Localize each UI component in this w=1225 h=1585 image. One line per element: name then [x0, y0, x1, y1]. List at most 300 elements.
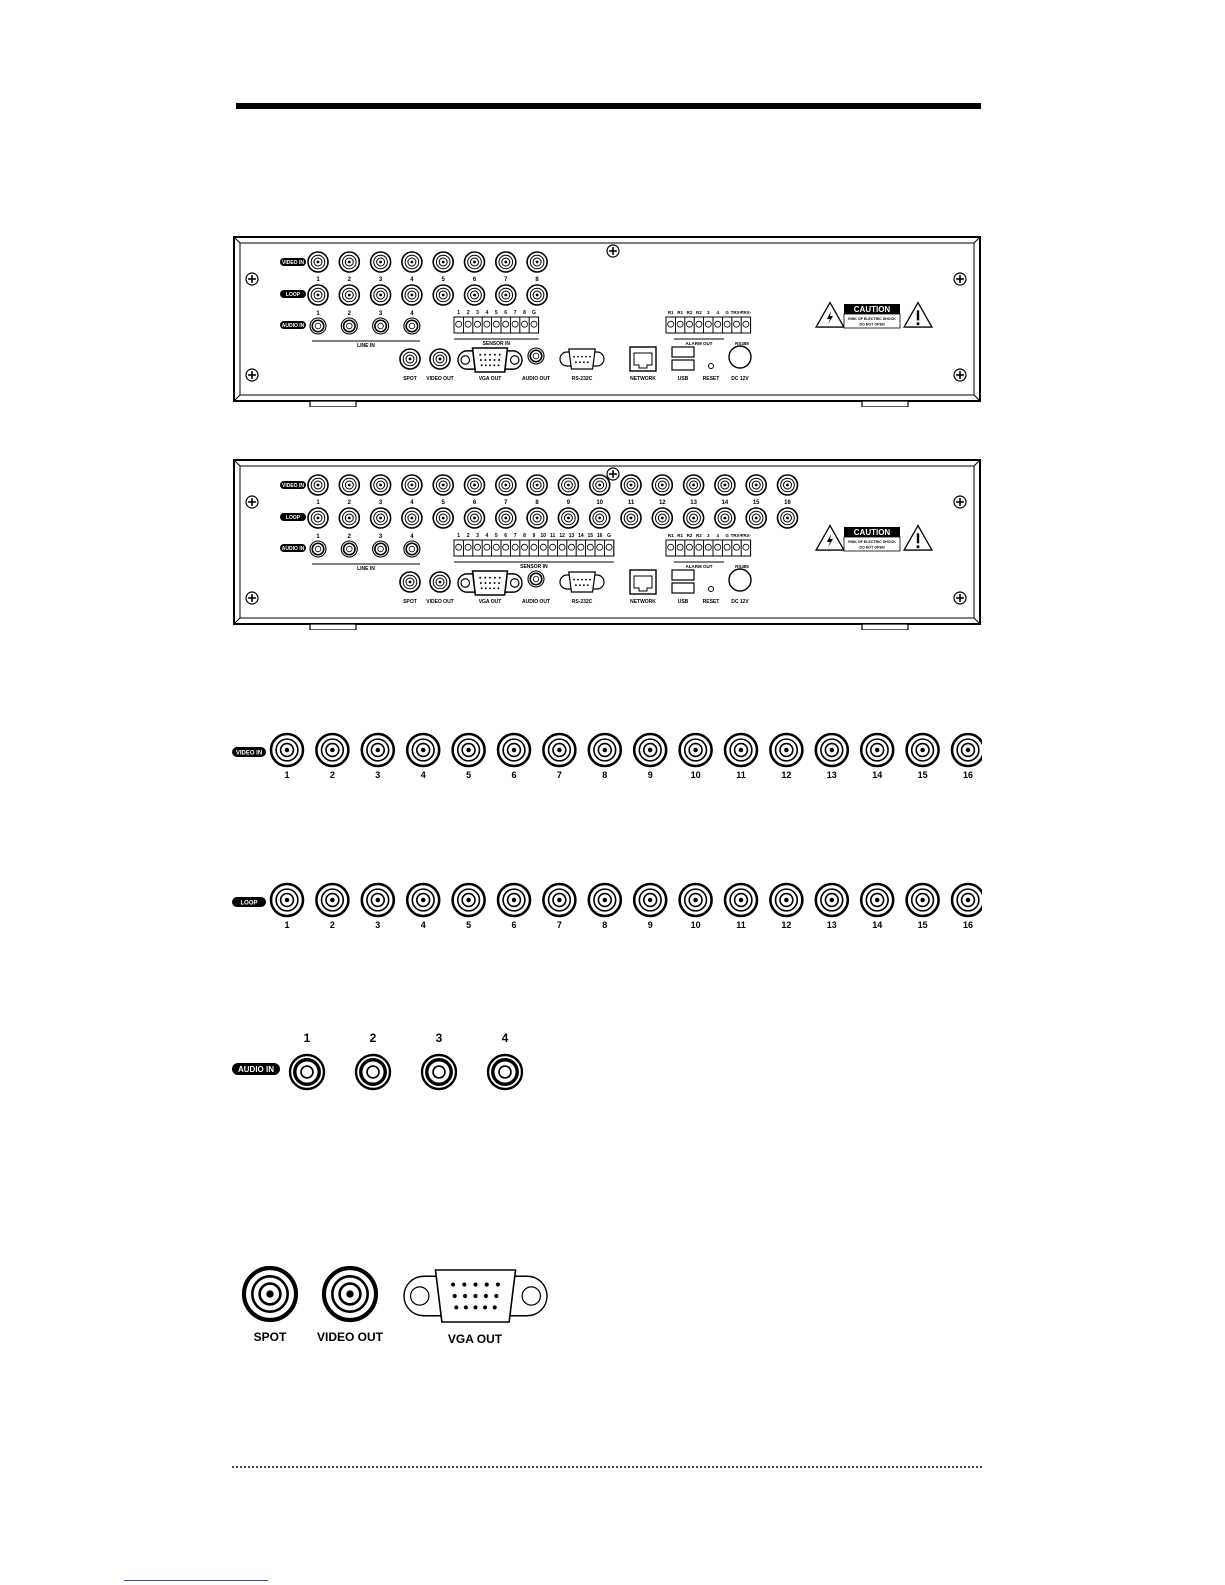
vga-pin — [493, 587, 495, 589]
sensor-number: 1 — [457, 533, 461, 539]
bnc-connector — [861, 884, 893, 916]
alarm-terminal-label: G — [725, 533, 729, 538]
bnc-pin — [966, 748, 970, 752]
audio-channel-number: 1 — [316, 311, 320, 317]
bnc-connector — [589, 734, 621, 766]
bnc-pin — [411, 261, 414, 264]
video-in-label — [280, 258, 306, 266]
channel-number: 7 — [504, 277, 508, 283]
alarm-terminal-label: G — [725, 310, 729, 315]
bnc-pin — [442, 484, 445, 487]
terminal-screw — [587, 544, 593, 550]
bnc-pin — [442, 294, 445, 297]
terminal-screw — [743, 321, 749, 327]
bnc-pin — [439, 358, 442, 361]
audio-out-connector — [528, 348, 544, 364]
vga-pin — [451, 1282, 455, 1286]
video-in-connector — [339, 252, 359, 272]
audio-in-connector — [404, 541, 420, 557]
rs485-label: RS485 — [735, 341, 749, 346]
vga-pin — [494, 577, 496, 579]
connector-number: 10 — [690, 770, 701, 780]
loop-connector — [590, 508, 610, 528]
bnc-pin — [348, 484, 351, 487]
vga-pin — [464, 1305, 468, 1309]
exclamation-dot — [917, 545, 920, 548]
bnc-pin — [411, 484, 414, 487]
bnc-pin — [875, 898, 879, 902]
channel-number: 10 — [596, 500, 604, 506]
vga-pin — [480, 359, 482, 361]
vga-pin — [489, 577, 491, 579]
vga-pin — [489, 354, 491, 356]
db9-pin — [577, 579, 579, 581]
alarm-out-label: ALARM OUT — [685, 341, 713, 346]
bnc-pin — [693, 898, 697, 902]
vga-out-label: VGA OUT — [478, 599, 502, 605]
video-in-connector — [746, 475, 766, 495]
usb-label: USB — [677, 376, 689, 382]
vga-pin — [499, 354, 501, 356]
bnc-pin — [567, 517, 570, 520]
video-in_detail-label — [232, 747, 266, 757]
bnc-pin — [648, 898, 652, 902]
rca-hole — [347, 546, 353, 552]
bnc-pin — [661, 517, 664, 520]
db9-pin — [573, 356, 575, 358]
rca-hole — [533, 353, 539, 359]
vga-pin — [493, 364, 495, 366]
bnc-pin — [348, 517, 351, 520]
connector-number: 2 — [329, 770, 335, 780]
terminal-screw — [512, 544, 518, 550]
screw — [954, 496, 966, 508]
screw — [246, 273, 258, 285]
audio-in-detail — [230, 1028, 540, 1098]
bnc-pin — [421, 898, 425, 902]
loop-connector — [402, 285, 422, 305]
dc-power-jack — [729, 569, 751, 591]
loop-label — [280, 290, 306, 298]
rca-hole — [409, 546, 415, 552]
header-rule — [236, 103, 981, 109]
alarm-terminal-label: TRX+ — [730, 533, 743, 538]
reset-button — [709, 587, 714, 592]
bnc-pin — [830, 748, 834, 752]
audio-in-connector — [373, 318, 389, 334]
bnc-connector — [543, 884, 575, 916]
bnc-pin — [784, 898, 788, 902]
bnc-connector — [634, 884, 666, 916]
video-in-detail — [230, 730, 982, 785]
audio-number: 1 — [303, 1031, 311, 1045]
terminal-screw — [724, 321, 730, 327]
sensor-number: 12 — [559, 533, 565, 539]
rs232-port — [560, 572, 604, 592]
bnc-pin — [285, 898, 289, 902]
connector-number: 13 — [826, 770, 837, 780]
connector-number: 6 — [511, 770, 517, 780]
bnc-pin — [317, 484, 320, 487]
terminal-screw — [503, 321, 509, 327]
bnc-connector — [952, 884, 982, 916]
bnc-pin — [411, 517, 414, 520]
audio-in-connector — [356, 1055, 390, 1089]
network-port — [630, 347, 656, 371]
audio-in-connector — [373, 541, 389, 557]
terminal-screw — [696, 544, 702, 550]
db9-pin — [575, 584, 577, 586]
db9-pin — [587, 584, 589, 586]
bnc-pin — [330, 748, 334, 752]
channel-number: 4 — [410, 500, 414, 506]
vga-pin — [473, 1282, 477, 1286]
vga-pin — [494, 582, 496, 584]
db9-pin — [589, 356, 591, 358]
network-label: NETWORK — [630, 376, 656, 382]
video-in-connector — [527, 252, 547, 272]
spot-connector — [400, 572, 420, 592]
loop-connector — [465, 285, 485, 305]
bnc-pin — [512, 898, 516, 902]
rubber-foot — [862, 624, 908, 630]
bnc-connector — [362, 884, 394, 916]
bnc-pin — [598, 517, 601, 520]
bnc-pin — [739, 898, 743, 902]
connector-number: 9 — [647, 920, 653, 930]
screw — [954, 592, 966, 604]
loop-connector — [433, 285, 453, 305]
rear-panel-8ch — [232, 235, 982, 407]
channel-number: 9 — [566, 500, 571, 506]
connector-number: 3 — [375, 920, 381, 930]
video-in-connector — [339, 475, 359, 495]
rubber-foot — [862, 401, 908, 407]
connector-number: 5 — [466, 770, 472, 780]
caution-line: RISK OF ELECTRIC SHOCK — [848, 317, 896, 321]
line-in-label: LINE IN — [357, 343, 375, 349]
terminal-screw — [705, 321, 711, 327]
bnc-connector — [589, 884, 621, 916]
db9-shell — [569, 349, 595, 369]
alarm-out-label: ALARM OUT — [685, 564, 713, 569]
bnc-pin — [409, 358, 412, 361]
caution-title: CAUTION — [853, 305, 891, 314]
screw — [954, 369, 966, 381]
video-in-connector — [402, 252, 422, 272]
bnc-pin — [755, 517, 758, 520]
rs485-label: RS485 — [735, 564, 749, 569]
audio-in-connector — [404, 318, 420, 334]
audio-in-connector — [290, 1055, 324, 1089]
loop-connector — [778, 508, 798, 528]
terminal-screw — [677, 321, 683, 327]
channel-number: 7 — [504, 500, 508, 506]
screw — [246, 369, 258, 381]
vga-pin — [484, 354, 486, 356]
video-in-connector — [308, 252, 328, 272]
channel-number: 8 — [535, 277, 539, 283]
vga-pin — [498, 359, 500, 361]
rca-hole — [409, 323, 415, 329]
rca-hole — [367, 1066, 379, 1078]
loop-connector — [558, 508, 578, 528]
connector-number: 8 — [602, 770, 608, 780]
usb-port — [672, 570, 694, 580]
video-in-connector — [527, 475, 547, 495]
loop-connector — [621, 508, 641, 528]
bnc-connector — [952, 734, 982, 766]
connector-number: 16 — [962, 770, 974, 780]
footer-dotted-rule — [232, 1466, 982, 1468]
vga-out-port — [458, 348, 522, 372]
connector-number: 1 — [284, 770, 290, 780]
alarm-terminal-label: TRX+ — [730, 310, 743, 315]
sensor-number: 9 — [532, 533, 536, 539]
sensor-number: 5 — [494, 533, 498, 539]
bnc-pin — [693, 748, 697, 752]
loop-connector — [308, 508, 328, 528]
bnc-pin — [536, 261, 539, 264]
connector-number: 14 — [872, 770, 883, 780]
bnc-pin — [786, 517, 789, 520]
bnc-pin — [473, 294, 476, 297]
connector-number: 4 — [420, 920, 426, 930]
connector-number: 12 — [781, 920, 792, 930]
vga-out-port — [404, 1270, 547, 1322]
terminal-block — [666, 317, 751, 333]
bnc-pin — [692, 484, 695, 487]
video-in-connector — [371, 475, 391, 495]
channel-number: 14 — [721, 500, 729, 506]
loop-connector — [684, 508, 704, 528]
bnc-pin — [442, 517, 445, 520]
vga-out-port — [458, 571, 522, 595]
terminal-screw — [512, 321, 518, 327]
audio-number: 2 — [369, 1031, 377, 1045]
audio-out-label: AUDIO OUT — [521, 376, 551, 382]
vga-screw — [461, 579, 469, 587]
video-out-connector — [324, 1268, 376, 1320]
sensor-number: 10 — [540, 533, 547, 539]
vga-screw — [511, 356, 519, 364]
sensor-number: 7 — [513, 533, 517, 539]
bnc-connector — [498, 884, 530, 916]
sensor-number: 7 — [513, 310, 517, 316]
bnc-connector — [725, 884, 757, 916]
bnc-pin — [512, 748, 516, 752]
audio-channel-number: 2 — [347, 534, 351, 540]
connector-number: 1 — [284, 920, 290, 930]
audio-out-label: AUDIO OUT — [521, 599, 551, 605]
alarm-terminal-label: 4 — [716, 533, 719, 538]
channel-number: 4 — [410, 277, 414, 283]
terminal-screw — [503, 544, 509, 550]
vga-pin — [481, 587, 483, 589]
terminal-screw — [597, 544, 603, 550]
video-out-connector — [430, 572, 450, 592]
label-pill-text: AUDIO IN — [238, 1064, 274, 1074]
channel-number: 6 — [472, 277, 477, 283]
db9-pin — [581, 356, 583, 358]
audio-in-label — [280, 544, 306, 552]
vga-pin — [493, 1305, 497, 1309]
bnc-pin — [536, 517, 539, 520]
screw — [607, 468, 619, 480]
bnc-pin — [376, 898, 380, 902]
video-in-connector — [433, 475, 453, 495]
bnc-pin — [442, 261, 445, 264]
audio-in-label — [232, 1063, 280, 1075]
audio-in-connector — [341, 541, 357, 557]
vga-pin — [454, 1305, 458, 1309]
bnc-pin — [346, 1290, 353, 1297]
connector-number: 5 — [466, 920, 472, 930]
vga-pin — [483, 1305, 487, 1309]
audio-channel-number: 4 — [410, 311, 414, 317]
rs232-port — [560, 349, 604, 369]
label-pill-text: AUDIO IN — [281, 545, 305, 552]
channel-number: 3 — [378, 277, 383, 283]
rca-hole — [347, 323, 353, 329]
terminal-screw — [493, 544, 499, 550]
terminal-screw — [715, 321, 721, 327]
dc-power-jack — [729, 346, 751, 368]
vga-pin — [479, 577, 481, 579]
rca-hole — [533, 576, 539, 582]
vga-pin — [494, 359, 496, 361]
channel-number: 2 — [347, 277, 351, 283]
bnc-pin — [536, 294, 539, 297]
db9-pin — [581, 579, 583, 581]
db9-pin — [585, 356, 587, 358]
bnc-pin — [557, 898, 561, 902]
video-out-label: VIDEO OUT — [426, 599, 454, 605]
vga-pin — [473, 1305, 477, 1309]
rca-hole — [315, 546, 321, 552]
bnc-pin — [348, 261, 351, 264]
vga-pin — [485, 587, 487, 589]
db9-pin — [583, 361, 585, 363]
rca-hole — [499, 1066, 511, 1078]
terminal-screw — [578, 544, 584, 550]
rear-panel-16ch — [232, 458, 982, 630]
video-in-connector — [621, 475, 641, 495]
terminal-screw — [677, 544, 683, 550]
bnc-pin — [598, 484, 601, 487]
channel-number: 12 — [658, 500, 666, 506]
db9-pin — [583, 584, 585, 586]
bnc-pin — [473, 517, 476, 520]
audio-channel-number: 3 — [378, 534, 383, 540]
vga-pin — [463, 1294, 467, 1298]
screw — [246, 592, 258, 604]
vga-out-label: VGA OUT — [447, 1332, 503, 1346]
audio-number: 3 — [435, 1031, 443, 1045]
exclamation-dot — [917, 322, 920, 325]
alarm-terminal-label: R2 — [696, 533, 702, 538]
bnc-connector — [770, 884, 802, 916]
bnc-pin — [473, 484, 476, 487]
db9-shell — [569, 572, 595, 592]
vga-pin — [484, 577, 486, 579]
loop-connector — [527, 285, 547, 305]
terminal-screw — [493, 321, 499, 327]
connector-number: 10 — [690, 920, 701, 930]
connector-number: 11 — [736, 770, 746, 780]
vga-pin — [494, 1294, 498, 1298]
terminal-screw — [696, 321, 702, 327]
connector-number: 15 — [917, 920, 928, 930]
label-pill-text: VIDEO IN — [282, 482, 304, 489]
alarm-terminal-label: R1 — [667, 533, 674, 538]
bnc-pin — [504, 294, 507, 297]
vga-pin — [489, 582, 491, 584]
bnc-pin — [473, 261, 476, 264]
bnc-connector — [407, 884, 439, 916]
alarm-terminal-label: R1 — [667, 310, 674, 315]
terminal-block — [454, 540, 614, 556]
channel-number: 8 — [535, 500, 539, 506]
db9-pin — [577, 356, 579, 358]
loop-connector — [308, 285, 328, 305]
terminal-screw — [484, 321, 490, 327]
video-in-connector — [778, 475, 798, 495]
channel-number: 16 — [784, 500, 791, 506]
audio-in-label — [280, 321, 306, 329]
terminal-screw — [531, 544, 537, 550]
sensor-number: 2 — [466, 310, 470, 316]
bnc-connector — [680, 884, 712, 916]
terminal-screw — [668, 321, 674, 327]
bnc-connector — [453, 734, 485, 766]
channel-number: 6 — [472, 500, 477, 506]
bnc-connector — [861, 734, 893, 766]
bnc-pin — [330, 898, 334, 902]
terminal-screw — [724, 544, 730, 550]
vga-pin — [484, 1294, 488, 1298]
reset-label: RESET — [702, 599, 720, 605]
terminal-screw — [456, 544, 462, 550]
audio-in-connector — [422, 1055, 456, 1089]
video-in-connector — [371, 252, 391, 272]
db9-pin — [573, 579, 575, 581]
terminal-screw — [668, 544, 674, 550]
terminal-screw — [474, 544, 480, 550]
connector-number: 7 — [556, 770, 562, 780]
dc-label: DC 12V — [731, 376, 749, 382]
vga-pin — [462, 1282, 466, 1286]
caution-line: RISK OF ELECTRIC SHOCK — [848, 540, 896, 544]
channel-number: 2 — [347, 500, 351, 506]
bnc-pin — [648, 748, 652, 752]
vga-pin — [497, 364, 499, 366]
line-in-label: LINE IN — [357, 566, 375, 572]
connector-number: 14 — [872, 920, 883, 930]
terminal-screw — [715, 544, 721, 550]
terminal-screw — [521, 321, 527, 327]
audio-in-connector — [310, 541, 326, 557]
dc-label: DC 12V — [731, 599, 749, 605]
vga-out-label: VGA OUT — [478, 376, 502, 382]
bnc-pin — [630, 517, 633, 520]
video-in-connector — [496, 252, 516, 272]
spot-connector — [244, 1268, 296, 1320]
video-in-connector — [558, 475, 578, 495]
sensor-number: 8 — [523, 310, 526, 316]
rubber-foot — [310, 401, 356, 407]
loop-detail-label — [232, 897, 266, 907]
